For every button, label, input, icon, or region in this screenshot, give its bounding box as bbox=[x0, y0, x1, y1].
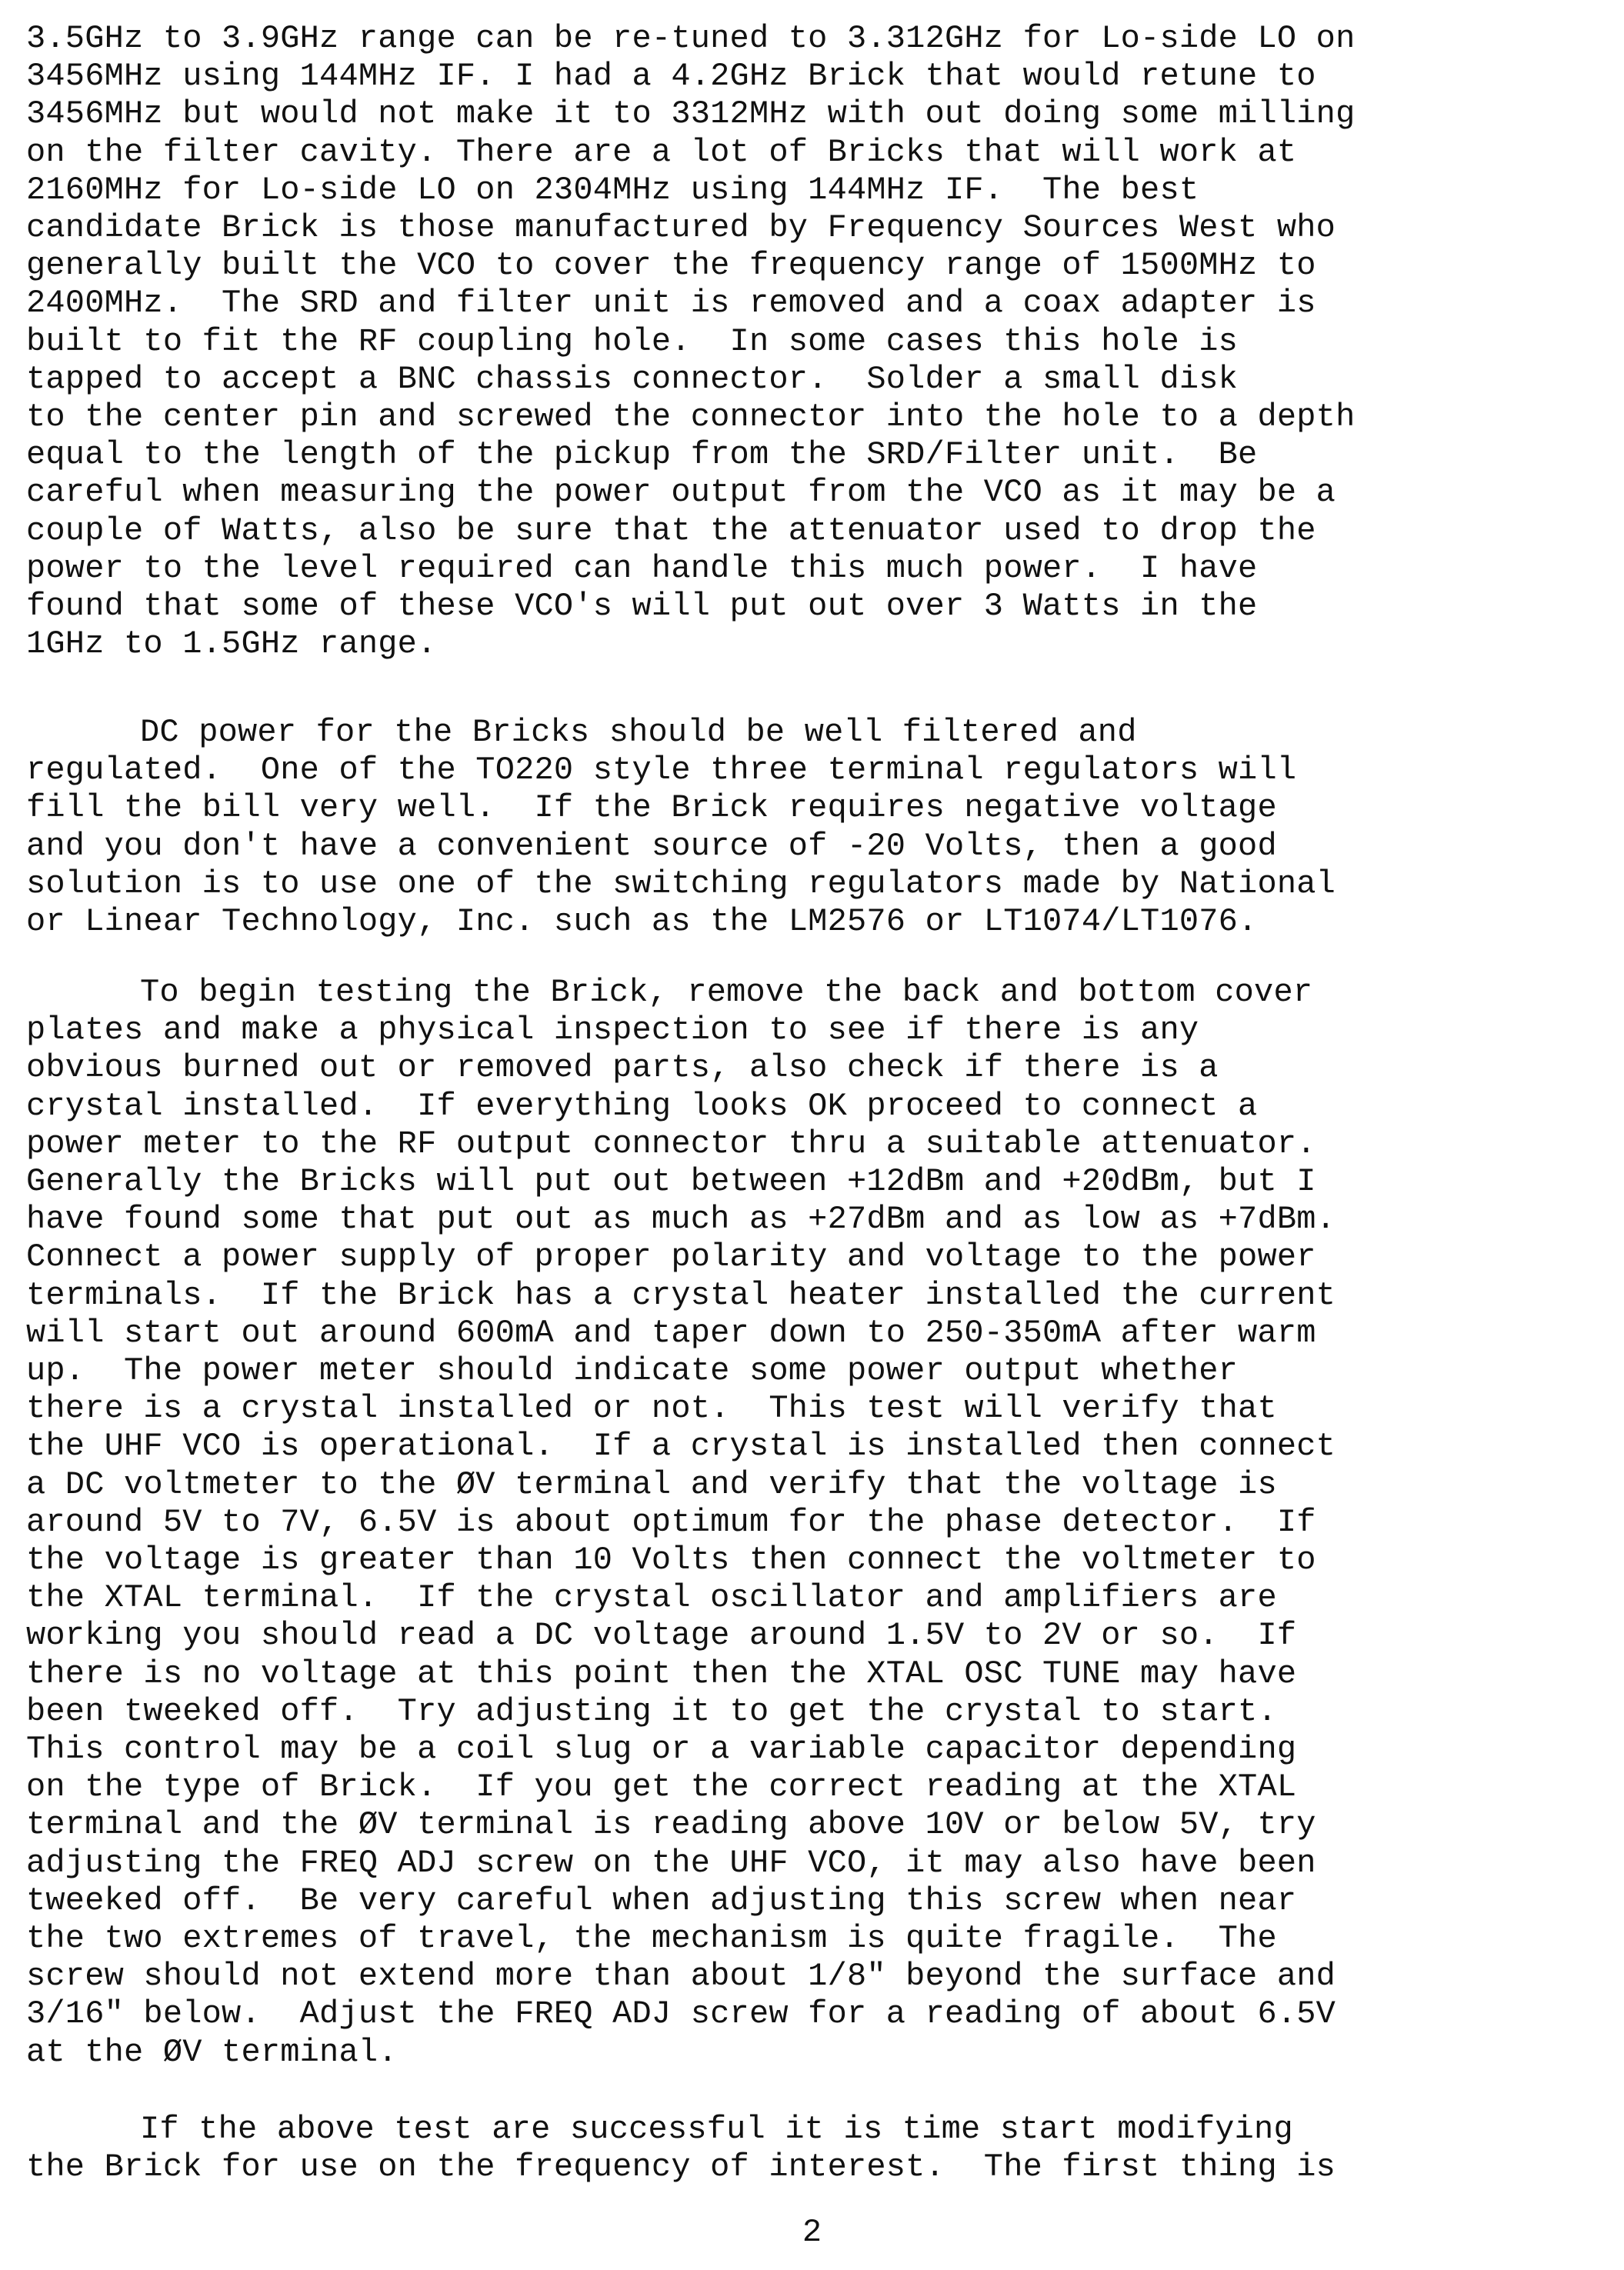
text-line: generally built the VCO to cover the frequency range of 1500MHz to bbox=[26, 247, 1316, 285]
text-line: around 5V to 7V, 6.5V is about optimum for the phase detector. If bbox=[26, 1503, 1316, 1541]
text-line: candidate Brick is those manufactured by Frequency Sources West who bbox=[26, 209, 1336, 247]
text-line: 3.5GHz to 3.9GHz range can be re-tuned to 3.312GHz for Lo-side LO on bbox=[26, 20, 1356, 57]
text-line: This control may be a coil slug or a variable capacitor depending bbox=[26, 1731, 1297, 1768]
text-line: To begin testing the Brick, remove the back and bottom cover bbox=[140, 974, 1313, 1011]
text-line: equal to the length of the pickup from the SRD/Filter unit. Be bbox=[26, 436, 1258, 474]
text-line: couple of Watts, also be sure that the attenuator used to drop the bbox=[26, 512, 1316, 549]
text-line: terminal and the ØV terminal is reading above 10V or below 5V, try bbox=[26, 1806, 1316, 1844]
text-line: Connect a power supply of proper polarity and voltage to the power bbox=[26, 1238, 1316, 1276]
text-line: there is a crystal installed or not. This test will verify that bbox=[26, 1390, 1277, 1428]
text-line: If the above test are successful it is time start modifying bbox=[140, 2111, 1293, 2148]
text-line: 3456MHz using 144MHz IF. I had a 4.2GHz Brick that would retune to bbox=[26, 58, 1316, 95]
text-line: fill the bill very well. If the Brick requires negative voltage bbox=[26, 789, 1277, 827]
text-line: terminals. If the Brick has a crystal heater installed the current bbox=[26, 1276, 1336, 1314]
text-line: on the type of Brick. If you get the correct reading at the XTAL bbox=[26, 1768, 1297, 1806]
text-line: the XTAL terminal. If the crystal oscillator and amplifiers are bbox=[26, 1579, 1277, 1617]
text-line: Generally the Bricks will put out between +12dBm and +20dBm, but I bbox=[26, 1163, 1316, 1201]
text-line: regulated. One of the TO220 style three terminal regulators will bbox=[26, 752, 1297, 789]
text-line: and you don't have a convenient source of -20 Volts, then a good bbox=[26, 827, 1277, 865]
paragraph-4 bbox=[26, 2111, 1336, 2186]
text-line: DC power for the Bricks should be well filtered and bbox=[140, 714, 1137, 751]
text-line: crystal installed. If everything looks OK proceed to connect a bbox=[26, 1087, 1258, 1125]
text-line: on the filter cavity. There are a lot of Bricks that will work at bbox=[26, 133, 1297, 171]
text-line: to the center pin and screwed the connector into the hole to a depth bbox=[26, 398, 1356, 436]
text-line: plates and make a physical inspection to see if there is any bbox=[26, 1012, 1199, 1049]
text-line: solution is to use one of the switching regulators made by National bbox=[26, 865, 1336, 902]
text-line: built to fit the RF coupling hole. In some cases this hole is bbox=[26, 322, 1239, 360]
text-line: at the ØV terminal. bbox=[26, 2033, 398, 2071]
paragraph-3 bbox=[26, 974, 1336, 2072]
page-number: 2 bbox=[802, 2214, 822, 2251]
text-line: tweeked off. Be very careful when adjusting this screw when near bbox=[26, 1882, 1297, 1919]
text-line: power meter to the RF output connector thru a suitable attenuator. bbox=[26, 1125, 1316, 1162]
text-line: been tweeked off. Try adjusting it to get the crystal to start. bbox=[26, 1692, 1277, 1730]
text-line: screw should not extend more than about 1/8" beyond the surface and bbox=[26, 1958, 1336, 1995]
text-line: tapped to accept a BNC chassis connector. Solder a small disk bbox=[26, 360, 1239, 398]
text-line: careful when measuring the power output from the VCO as it may be a bbox=[26, 474, 1336, 512]
text-line: 1GHz to 1.5GHz range. bbox=[26, 625, 437, 663]
text-line: have found some that put out as much as +27dBm and as low as +7dBm. bbox=[26, 1201, 1336, 1238]
text-line: working you should read a DC voltage around 1.5V to 2V or so. If bbox=[26, 1617, 1297, 1655]
text-line: adjusting the FREQ ADJ screw on the UHF VCO, it may also have been bbox=[26, 1844, 1316, 1882]
text-line: or Linear Technology, Inc. such as the LM2576 or LT1074/LT1076. bbox=[26, 903, 1258, 941]
text-line: the voltage is greater than 10 Volts then connect the voltmeter to bbox=[26, 1542, 1316, 1579]
text-line: the two extremes of travel, the mechanism is quite fragile. The bbox=[26, 1920, 1277, 1958]
text-line: 2160MHz for Lo-side LO on 2304MHz using 144MHz IF. The best bbox=[26, 171, 1199, 208]
text-line: there is no voltage at this point then the XTAL OSC TUNE may have bbox=[26, 1655, 1297, 1692]
text-line: the Brick for use on the frequency of interest. The first thing is bbox=[26, 2148, 1336, 2186]
text-line: will start out around 600mA and taper down to 250-350mA after warm bbox=[26, 1314, 1316, 1352]
paragraph-2 bbox=[26, 714, 1336, 941]
text-line: the UHF VCO is operational. If a crystal is installed then connect bbox=[26, 1428, 1336, 1465]
text-line: up. The power meter should indicate some power output whether bbox=[26, 1352, 1239, 1390]
paragraph-1 bbox=[26, 20, 1355, 663]
text-line: found that some of these VCO's will put out over 3 Watts in the bbox=[26, 588, 1258, 625]
text-line: 3/16" below. Adjust the FREQ ADJ screw for a reading of about 6.5V bbox=[26, 1995, 1336, 2033]
text-line: power to the level required can handle this much power. I have bbox=[26, 549, 1258, 587]
text-line: 3456MHz but would not make it to 3312MHz with out doing some milling bbox=[26, 95, 1356, 133]
text-line: obvious burned out or removed parts, also check if there is a bbox=[26, 1049, 1219, 1087]
text-line: 2400MHz. The SRD and filter unit is removed and a coax adapter is bbox=[26, 285, 1316, 322]
text-line: a DC voltmeter to the ØV terminal and verify that the voltage is bbox=[26, 1465, 1277, 1503]
